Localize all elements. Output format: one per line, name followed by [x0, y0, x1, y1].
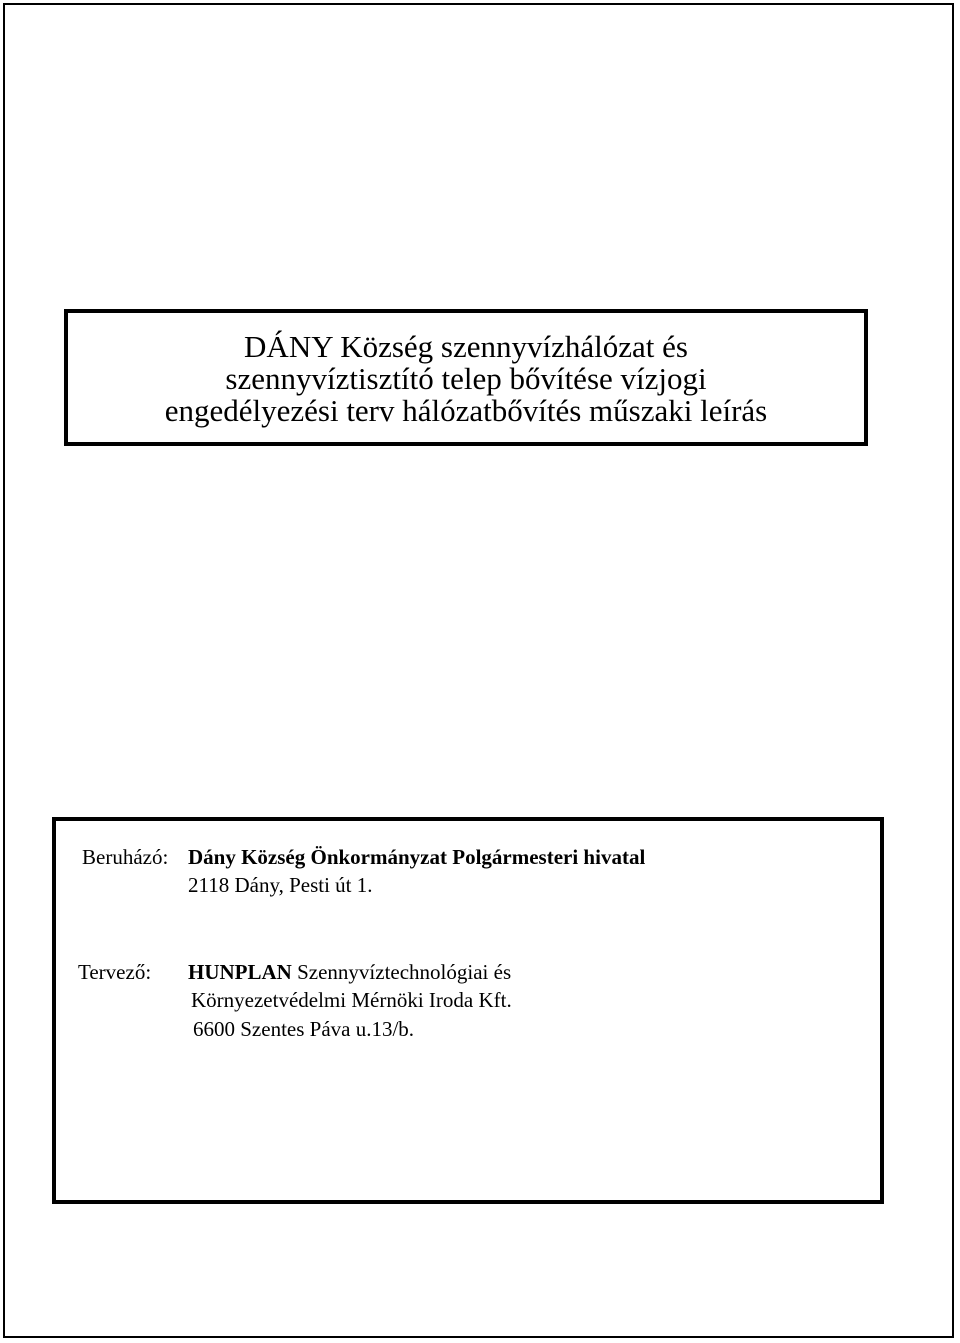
designer-address: 6600 Szentes Páva u.13/b. [193, 1017, 415, 1041]
designer-company-bold: HUNPLAN [188, 960, 292, 984]
title-box [64, 309, 868, 446]
info-box [52, 817, 884, 1204]
investor-label: Beruházó: [82, 845, 169, 869]
designer-label: Tervező: [78, 960, 152, 984]
investor-name: Dány Község Önkormányzat Polgármesteri hivatal [188, 845, 646, 869]
designer-company-line2: Környezetvédelmi Mérnöki Iroda Kft. [191, 988, 512, 1012]
title-line-1: DÁNY Község szennyvízhálózat és [244, 328, 688, 364]
title-line-2: szennyvíztisztító telep bővítése vízjogi [225, 360, 707, 396]
designer-company-line1 [188, 960, 511, 985]
designer-company-rest: Szennyvíztechnológiai és [297, 960, 512, 984]
title-line-3: engedélyezési terv hálózatbővítés műszaki leírás [164, 392, 768, 428]
investor-address: 2118 Dány, Pesti út 1. [188, 873, 373, 897]
